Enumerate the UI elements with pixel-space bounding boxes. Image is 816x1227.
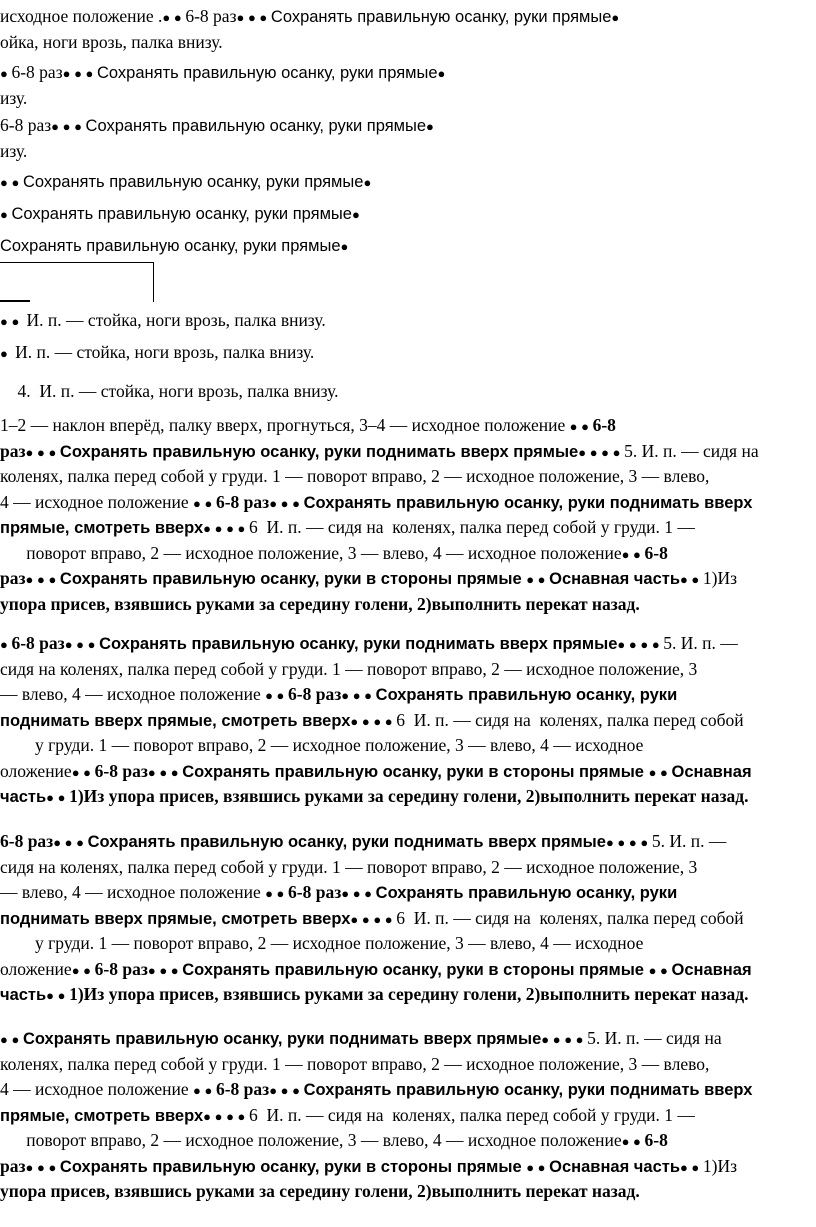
text-run: упора присев, взявшись руками за середину голени, 2)выполнить перекат назад. (0, 1181, 640, 1201)
text-run: Сохранять правильную осанку, руки прямые (22, 173, 364, 191)
text-run: прямые, смотреть вверх (0, 519, 204, 537)
text-run: 6-8 раз (215, 491, 270, 512)
bullet-icon: ● ● ● (147, 962, 183, 978)
text-line (0, 709, 744, 733)
text-run: Сохранять правильную осанку, руки в стороны прямые (182, 960, 649, 979)
text-run: 6 И. п. — сидя на коленях, палка перед собой у груди. 1 — (249, 517, 695, 537)
text-run: Сохранять правильную осанку, руки прямые (85, 117, 427, 135)
text-run: 1)Из упора присев, взявшись руками за середину голени, 2)выполнить перекат назад. (69, 984, 749, 1004)
text-line (0, 830, 726, 854)
bullet-icon: ● (437, 66, 446, 81)
text-line (0, 593, 640, 615)
bullet-icon: ● ● ● (25, 1159, 60, 1175)
bullet-icon: ● ● ● (269, 1083, 304, 1098)
bullet-icon: ● ● (648, 764, 672, 780)
text-run: раз (0, 1155, 26, 1176)
text-line (0, 785, 748, 809)
bullet-icon: ● ● (46, 988, 70, 1003)
bullet-icon: ● ● (46, 790, 70, 805)
table-border-right (153, 262, 154, 302)
text-line (0, 114, 434, 138)
text-line (0, 1155, 737, 1179)
bullet-icon: ● ● (265, 688, 289, 703)
text-run: 1–2 — наклон вперёд, палку вверх, прогнуться, 3–4 — исходное положение (0, 415, 570, 435)
text-line (0, 170, 371, 194)
text-run: 6-8 раз (94, 760, 148, 781)
text-line (0, 856, 697, 878)
bullet-icon: ● ● ● (53, 835, 88, 850)
text-run: Оснавная часть (549, 1157, 680, 1176)
bullet-icon: ● ● ● (341, 688, 376, 703)
text-run: исходное положение . (0, 6, 163, 26)
text-run: у груди. 1 — поворот вправо, 2 — исходное положение, 3 — влево, 4 — исходное (0, 933, 644, 953)
text-line (0, 380, 339, 402)
bullet-icon: ● ● (621, 546, 645, 562)
bullet-icon: ● ● (621, 1134, 645, 1149)
text-run: изу. (0, 140, 28, 161)
bullet-icon: ● (0, 637, 12, 652)
bullet-icon: ● ● (265, 886, 289, 901)
text-line (0, 61, 445, 85)
text-run: Сохранять правильную осанку, руки прямые (97, 64, 438, 82)
text-run: 6-8 (644, 1130, 668, 1150)
underline-mark (0, 300, 30, 302)
text-run: Сохранять правильную осанку, руки поднимать вверх (303, 493, 753, 512)
text-line (0, 760, 752, 784)
text-line (0, 140, 27, 162)
text-line (0, 567, 737, 591)
text-run: оложение (0, 760, 72, 781)
text-run: Сохранять правильную осанку, руки в стороны прямые (182, 762, 649, 781)
text-run: коленях, палка перед собой у груди. 1 — поворот вправо, 2 — исходное положение, 3 — влево, (0, 466, 710, 486)
bullet-icon: ● ● ● (147, 764, 183, 780)
text-line (0, 1129, 668, 1153)
bullet-icon: ● ● (569, 419, 593, 434)
text-run: Сохранять правильную осанку, руки прямые (0, 237, 341, 255)
text-line (0, 1104, 695, 1128)
text-line (0, 983, 748, 1007)
text-run: ойка, ноги врозь, палка внизу. (0, 31, 223, 52)
text-run: Сохранять правильную осанку, руки (375, 884, 678, 902)
text-run: поворот вправо, 2 — исходное положение, 3 — влево, 4 — исходное положение (0, 542, 622, 563)
text-line (0, 440, 759, 464)
text-run: 6-8 (592, 415, 616, 435)
text-run: Сохранять правильную осанку, руки поднимать вверх (303, 1081, 753, 1099)
bullet-icon: ● ● ● ● (203, 521, 249, 536)
text-run: часть (0, 986, 47, 1004)
text-run: сидя на коленях, палка перед собой у груди. 1 — поворот вправо, 2 — исходное положение, 3 (0, 856, 698, 877)
text-run: прямые, смотреть вверх (0, 1106, 204, 1125)
text-run: 6-8 раз (185, 6, 237, 26)
text-run: Оснавная (671, 960, 752, 979)
text-run: 5. И. п. — сидя на (624, 440, 759, 461)
bullet-icon: ● (426, 119, 434, 134)
text-run: часть (0, 788, 47, 806)
bullet-icon: ● ● (679, 1159, 703, 1175)
text-line (0, 683, 677, 707)
bullet-icon: ● ● ● (62, 66, 98, 81)
text-run: — влево, 4 — исходное положение (0, 882, 266, 902)
text-line (0, 516, 695, 540)
text-run: 1)Из (702, 568, 738, 588)
bullet-icon: ● ● ● (341, 886, 376, 901)
bullet-icon: ● ● (648, 962, 672, 978)
text-line (0, 734, 643, 756)
text-run: сидя на коленях, палка перед собой у груди. 1 — поворот вправо, 2 — исходное положение, 3 (0, 658, 698, 679)
text-run: Сохранять правильную осанку, руки прямые (11, 205, 352, 223)
text-run: у груди. 1 — поворот вправо, 2 — исходное положение, 3 — влево, 4 — исходное (0, 735, 644, 755)
text-run: Сохранять правильную осанку, руки прямые (270, 8, 612, 26)
bullet-icon: ● ● ● (25, 572, 60, 587)
bullet-icon: ● ● ● ● (203, 1108, 249, 1124)
text-line (0, 1078, 752, 1102)
bullet-icon: ● ● (162, 10, 186, 25)
text-line (0, 491, 752, 515)
bullet-icon: ● ● (0, 175, 23, 190)
bullet-icon: ● ● ● (51, 119, 86, 134)
bullet-icon: ● ● ● ● (350, 713, 397, 729)
text-run: 4 — исходное положение (0, 491, 194, 512)
bullet-icon: ● ● (526, 1159, 550, 1175)
text-line (0, 87, 27, 109)
text-run: Сохранять правильную осанку, руки поднимать вверх прямые (59, 442, 579, 461)
bullet-icon: ● ● (0, 1032, 23, 1047)
bullet-icon: ● (0, 207, 12, 222)
bullet-icon: ● ● ● (236, 10, 271, 25)
text-run: Оснавная часть (549, 570, 680, 588)
text-line (0, 202, 360, 226)
text-line (0, 5, 619, 29)
text-run: 5. И. п. — (651, 831, 727, 851)
bullet-icon: ● ● ● ● (617, 637, 664, 652)
text-run: Сохранять правильную осанку, руки в стороны прямые (59, 570, 527, 588)
text-run: изу. (0, 87, 28, 108)
text-run: 6-8 (644, 542, 668, 563)
bullet-icon: ● ● (193, 1083, 216, 1098)
text-run: Сохранять правильную осанку, руки в стороны прямые (59, 1157, 527, 1176)
text-line (0, 932, 643, 954)
bullet-icon: ● (340, 239, 349, 254)
text-run: 6-8 раз (215, 1079, 270, 1099)
text-run: Сохранять правильную осанку, руки (375, 686, 678, 704)
text-run: 6 И. п. — сидя на коленях, палка перед собой (396, 907, 744, 928)
text-run: раз (0, 568, 26, 588)
text-run: раз (0, 440, 26, 461)
text-run: поворот вправо, 2 — исходное положение, 3 — влево, 4 — исходное положение (0, 1130, 622, 1150)
text-run: поднимать вверх прямые, смотреть вверх (0, 711, 351, 730)
text-line (0, 881, 677, 905)
bullet-icon: ● ● (193, 495, 216, 511)
text-line (0, 309, 326, 333)
bullet-icon: ● ● ● ● (578, 444, 625, 460)
text-run: Оснавная (671, 762, 752, 781)
text-run: 6-8 раз (288, 684, 342, 704)
bullet-icon: ● (351, 207, 360, 222)
bullet-icon: ● ● ● ● (350, 911, 397, 927)
text-line (0, 1180, 640, 1202)
bullet-icon: ● ● (0, 314, 27, 329)
text-line (0, 658, 697, 680)
text-run: 1)Из (702, 1155, 738, 1176)
text-run: И. п. — стойка, ноги врозь, палка внизу. (26, 310, 326, 330)
text-line (0, 542, 668, 566)
text-run: 6-8 раз (11, 62, 63, 82)
text-run: И. п. — стойка, ноги врозь, палка внизу. (15, 342, 315, 362)
text-run: поднимать вверх прямые, смотреть вверх (0, 909, 351, 928)
bullet-icon: ● (0, 66, 12, 81)
text-run: коленях, палка перед собой у груди. 1 — поворот вправо, 2 — исходное положение, 3 — влево, (0, 1053, 710, 1074)
text-run: упора присев, взявшись руками за середину голени, 2)выполнить перекат назад. (0, 593, 640, 614)
bullet-icon: ● ● (71, 764, 95, 780)
text-run: Сохранять правильную осанку, руки поднимать вверх прямые (22, 1030, 542, 1048)
bullet-icon: ● ● (71, 962, 95, 978)
bullet-icon: ● (363, 175, 372, 190)
bullet-icon: ● ● (679, 572, 703, 587)
text-run: — влево, 4 — исходное положение (0, 684, 266, 704)
text-line (0, 465, 709, 487)
bullet-icon: ● ● ● (64, 637, 100, 652)
text-run: 6-8 раз (0, 115, 52, 135)
bullet-icon: ● ● ● (25, 444, 60, 460)
text-run: 6 И. п. — сидя на коленях, палка перед собой у груди. 1 — (249, 1104, 695, 1125)
bullet-icon: ● ● ● ● (541, 1032, 588, 1047)
text-run: Сохранять правильную осанку, руки поднимать вверх прямые (87, 833, 606, 851)
text-line (0, 31, 223, 53)
text-line (0, 958, 752, 982)
text-line (0, 1053, 709, 1075)
text-run: 4. И. п. — стойка, ноги врозь, палка внизу. (0, 381, 339, 401)
bullet-icon: ● ● (526, 572, 550, 587)
bullet-icon: ● (611, 10, 620, 25)
text-run: 4 — исходное положение (0, 1079, 194, 1099)
text-line (0, 341, 314, 365)
text-run: 6 И. п. — сидя на коленях, палка перед собой (396, 709, 744, 730)
text-line (0, 234, 348, 258)
text-run: оложение (0, 958, 72, 979)
text-run: 5. И. п. — (663, 633, 738, 653)
bullet-icon: ● ● ● (269, 495, 304, 511)
text-run: Сохранять правильную осанку, руки поднимать вверх прямые (99, 635, 618, 653)
text-run: 6-8 раз (0, 831, 54, 851)
bullet-icon: ● ● ● ● (605, 835, 652, 850)
text-line (0, 1027, 722, 1051)
text-run: 6-8 раз (11, 633, 65, 653)
text-run: 5. И. п. — сидя на (587, 1028, 722, 1048)
text-run: 6-8 раз (94, 958, 148, 979)
text-run: 1)Из упора присев, взявшись руками за середину голени, 2)выполнить перекат назад. (69, 786, 749, 806)
text-run: 6-8 раз (288, 882, 342, 902)
text-line (0, 632, 738, 656)
bullet-icon: ● (0, 346, 16, 361)
table-border-top (0, 262, 154, 263)
text-line (0, 907, 744, 931)
text-line (0, 414, 616, 438)
